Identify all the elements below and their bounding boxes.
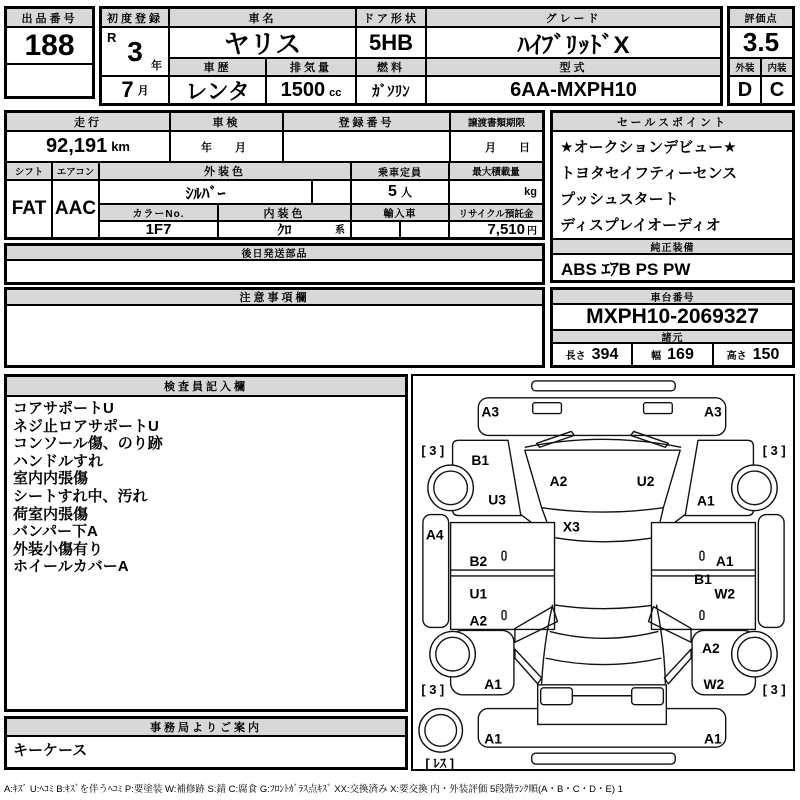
damage-label: A3: [703, 403, 722, 420]
first-registration-year: 3: [127, 35, 143, 67]
side-strip-right: [758, 515, 784, 628]
capacity-header: 乗車定員: [351, 162, 449, 180]
recycle-deposit-header: リサイクル預託金: [449, 204, 543, 221]
tire-depth-label: [ 3 ]: [421, 443, 445, 459]
front-bumper: [478, 398, 725, 436]
inspector-notes-box: [4, 374, 408, 712]
damage-label: W2: [714, 585, 736, 602]
genuine-equipment-value: ABS ｴｱB PS PW: [552, 254, 793, 281]
damage-label: A2: [549, 472, 568, 489]
sales-points-list: [552, 131, 793, 239]
legend-text: A:ｷｽﾞ U:ﾍｺﾐ B:ｷｽﾞを伴うﾍｺﾐ P:要塗装 W:補修跡 S:錆 C:腐食 G:ﾌﾛﾝﾄｶﾞﾗｽ点ｷｽﾞ XX:交換済み X:要交換 内・外装評価 5段階ﾗﾝｸ順(A・B・C・D・E) 1: [4, 784, 623, 795]
front-top-strip: [532, 381, 675, 391]
height-value: 150: [752, 345, 780, 363]
aircon-header: エアコン: [52, 162, 99, 180]
shift-header: シフト: [6, 162, 52, 180]
damage-label: B2: [469, 553, 488, 570]
sales-point: ディスプレイオーディオ: [560, 217, 721, 234]
inspector-notes-list: [6, 396, 406, 710]
first-registration-month: 7: [121, 77, 134, 102]
mileage-unit: km: [111, 139, 130, 154]
inspector-note: 外装小傷有り: [13, 540, 104, 558]
length-cell: [552, 343, 632, 366]
score-box: [727, 6, 795, 106]
damage-label: A2: [469, 612, 488, 629]
capacity-value: 5: [388, 183, 397, 200]
length-label: 長さ: [565, 351, 586, 362]
inspector-note: ホイールカバーA: [13, 558, 129, 576]
shift-value: FAT: [6, 180, 52, 238]
sales-point: ★オークションデビュー★: [560, 139, 737, 156]
caution-box: [4, 287, 545, 368]
cabin-bottom-curve: [553, 605, 657, 609]
first-registration-year-cell: [101, 27, 169, 76]
interior-color-header: 内装色: [218, 204, 351, 221]
damage-label: A1: [484, 675, 503, 692]
inspector-notes-header: 検査員記入欄: [6, 376, 406, 396]
damage-label: X3: [562, 518, 580, 535]
height-cell: [713, 343, 793, 366]
office-notice-value: キーケース: [6, 736, 406, 768]
damage-label: A3: [481, 403, 500, 420]
exterior-color-header: 外装色: [99, 162, 351, 180]
model-code-header: 型式: [426, 58, 721, 76]
lot-number-box: [4, 6, 95, 99]
damage-label: W2: [703, 675, 725, 692]
car-history-value: レンタ: [169, 76, 266, 104]
color-no-value: 1F7: [99, 221, 218, 238]
damage-label: U2: [636, 472, 655, 489]
wheel-front-left: [428, 465, 474, 511]
specs-header: 諸元: [552, 330, 793, 343]
era-label: R: [107, 30, 117, 45]
exterior-color-value: ｼﾙﾊﾞｰ: [99, 180, 312, 204]
interior-color-cell: [218, 221, 351, 238]
chassis-number-header: 車台番号: [552, 289, 793, 304]
sales-points-header: セールスポイント: [552, 112, 793, 131]
displacement-value: 1500: [280, 78, 326, 101]
car-damage-diagram: [413, 376, 793, 769]
sales-points-box: [550, 110, 795, 283]
mileage-value: 92,191: [46, 135, 108, 157]
lot-number-empty-cell: [6, 64, 93, 97]
sales-point: トヨタセイフティーセンス: [560, 165, 738, 182]
chassis-number-value: MXPH10-2069327: [552, 304, 793, 330]
interior-grade-value: C: [761, 76, 793, 104]
registration-number-value: [283, 131, 450, 162]
car-name-value: ヤリス: [169, 27, 356, 58]
office-notice-header: 事務局よりご案内: [6, 718, 406, 736]
fuel-header: 燃料: [356, 58, 426, 76]
damage-label: A1: [484, 730, 503, 747]
import-car-header: 輸入車: [351, 204, 449, 221]
width-cell: [632, 343, 713, 366]
car-name-header: 車名: [169, 8, 356, 27]
color-no-header: カラーNo.: [99, 204, 218, 221]
damage-label: A1: [703, 730, 722, 747]
tire-depth-label: [ 3 ]: [762, 443, 786, 459]
grade-header: グレード: [426, 8, 721, 27]
interior-grade-header: 内装: [761, 58, 793, 76]
windshield-arc: [525, 439, 681, 447]
car-history-header: 車歴: [169, 58, 266, 76]
max-load-unit: kg: [449, 180, 543, 204]
cowl-curve: [553, 537, 657, 541]
displacement-header: 排気量: [266, 58, 356, 76]
vehicle-info-table: [99, 6, 723, 106]
damage-label: B1: [694, 570, 712, 587]
damage-label: A1: [715, 553, 734, 570]
tire-depth-label: [ 3 ]: [762, 681, 786, 697]
exterior-grade-header: 外装: [729, 58, 761, 76]
inspector-note: コンソール傷、のり跡: [13, 435, 163, 453]
registration-number-header: 登録番号: [283, 112, 450, 131]
displacement-unit: cc: [329, 87, 342, 99]
capacity-cell: [351, 180, 449, 204]
import-car-cell-1: [351, 221, 400, 238]
door-shape-value: 5HB: [356, 27, 426, 58]
wheel-rear-left: [430, 631, 476, 677]
lot-number-value: 188: [6, 27, 93, 64]
max-load-header: 最大積載量: [449, 162, 543, 180]
displacement-cell: [266, 76, 356, 104]
import-car-cell-2: [400, 221, 449, 238]
damage-label: A2: [702, 640, 720, 657]
shaken-header: 車検: [170, 112, 283, 131]
mileage-cell: [6, 131, 170, 162]
hood: [525, 450, 680, 512]
rear-bottom-strip: [532, 753, 675, 764]
score-header: 評価点: [729, 8, 793, 27]
exterior-grade-value: D: [729, 76, 761, 104]
recycle-deposit-unit: 円: [527, 226, 537, 237]
damage-diagram-box: [411, 374, 795, 771]
caution-value: [6, 305, 543, 366]
genuine-equipment-header: 純正装備: [552, 239, 793, 254]
later-parts-box: [4, 243, 545, 285]
damage-label: A4: [425, 526, 444, 543]
mileage-header: 走行: [6, 112, 170, 131]
later-parts-header: 後日発送部品: [6, 245, 543, 260]
sales-point: プッシュスタート: [560, 191, 679, 208]
height-label: 高さ: [726, 351, 747, 362]
chassis-box: [550, 287, 795, 368]
door-shape-header: ドア形状: [356, 8, 426, 27]
registration-table: [4, 110, 545, 240]
exterior-color-code-cell: [312, 180, 351, 204]
transfer-deadline-value: 月 日: [450, 131, 543, 162]
damage-label: B1: [471, 452, 490, 469]
fuel-value: ｶﾞｿﾘﾝ: [356, 76, 426, 104]
inspector-note: 荷室内張傷: [13, 505, 89, 523]
interior-color-value: ｸﾛ: [277, 221, 292, 238]
wheel-rear-right: [732, 631, 778, 677]
model-code-value: 6AA-MXPH10: [426, 76, 721, 104]
caution-header: 注意事項欄: [6, 289, 543, 305]
c-pillar-right-lower: [664, 649, 691, 684]
inspector-note: ネジ止ロアサポートU: [13, 417, 159, 435]
first-registration-month-cell: [101, 76, 169, 104]
first-registration-header: 初度登録: [101, 8, 169, 27]
shaken-value: 年 月: [170, 131, 283, 162]
recycle-deposit-value: 7,510: [487, 221, 525, 238]
width-value: 169: [667, 345, 694, 363]
interior-color-suffix: 系: [335, 225, 345, 236]
month-unit: 月: [137, 85, 149, 97]
capacity-unit: 人: [400, 187, 412, 199]
office-notice-box: [4, 716, 408, 770]
damage-label: A1: [697, 492, 715, 509]
width-label: 幅: [651, 351, 662, 362]
aircon-value: AAC: [52, 180, 99, 238]
year-unit: 年: [151, 60, 162, 72]
damage-label: U1: [469, 585, 488, 602]
inspector-note: 室内内張傷: [13, 470, 89, 488]
inspector-note: シートすれ中、汚れ: [13, 487, 148, 505]
transfer-deadline-header: 譲渡書類期限: [450, 112, 543, 131]
length-value: 394: [591, 345, 619, 363]
recycle-deposit-cell: [449, 221, 543, 238]
score-value: 3.5: [729, 27, 793, 58]
c-pillar-left-lower: [515, 649, 542, 684]
rear-window-curve-2: [546, 658, 662, 664]
damage-label: U3: [488, 491, 506, 508]
grade-value: ﾊｲﾌﾞﾘｯﾄﾞX: [426, 27, 721, 58]
inspector-note: コアサポートU: [13, 400, 114, 417]
inspector-note: ハンドルすれ: [13, 452, 104, 470]
spare-tire-label: [ ﾚｽ ]: [425, 756, 455, 769]
inspector-note: バンパー下A: [13, 523, 98, 541]
wheel-front-right: [732, 465, 778, 511]
lot-number-header: 出品番号: [6, 8, 93, 27]
later-parts-value: [6, 260, 543, 283]
rear-window-curve-1: [550, 631, 659, 638]
tire-depth-label: [ 3 ]: [421, 681, 445, 697]
